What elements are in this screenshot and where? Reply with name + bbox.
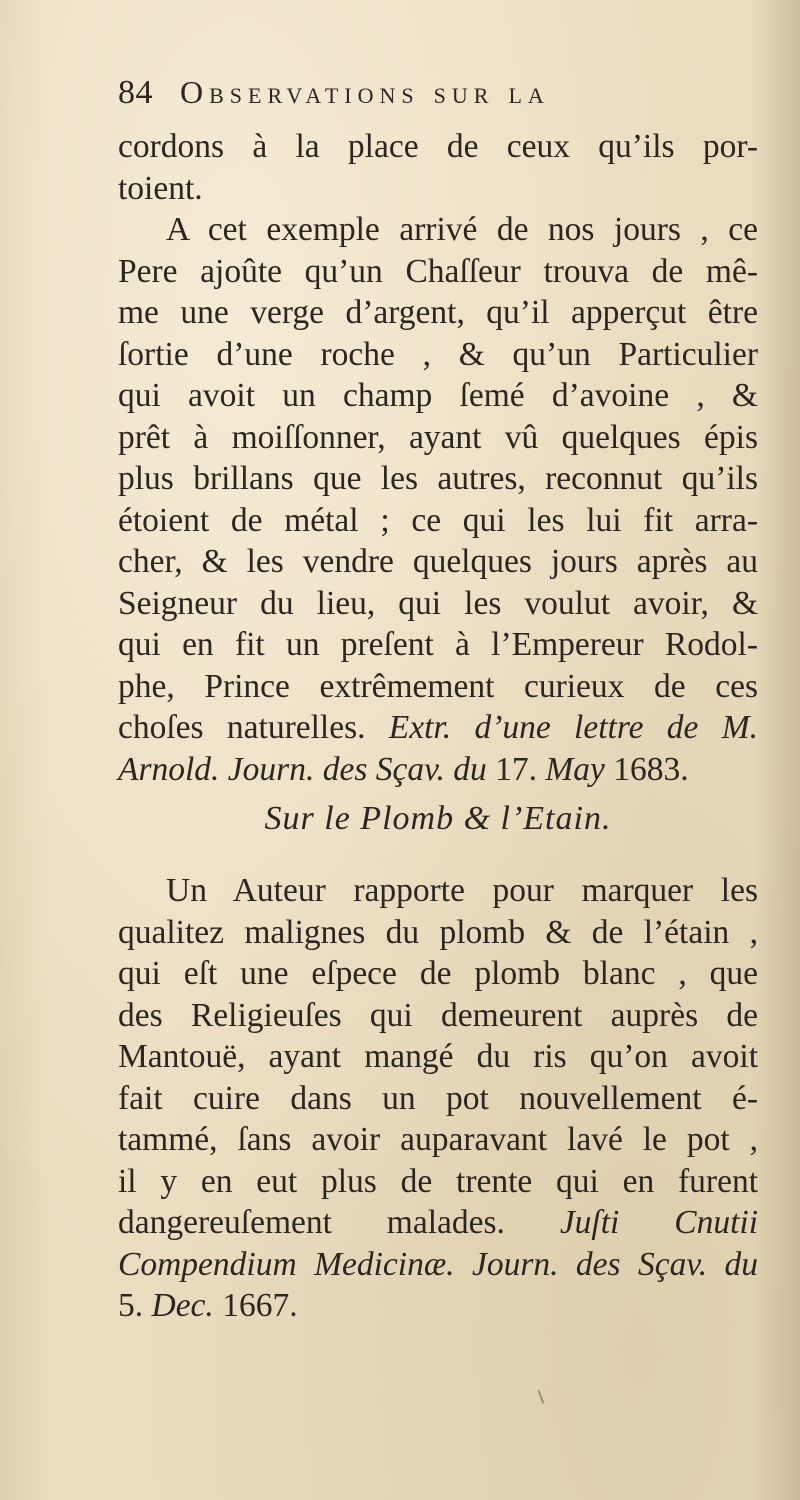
text-line: fait cuire dans un pot nouvellement é- bbox=[118, 1079, 758, 1117]
citation-year: 1683. bbox=[604, 750, 689, 788]
citation-day: 17. bbox=[486, 750, 546, 788]
running-head bbox=[118, 74, 718, 124]
text-line: Pere ajoûte qu’un Chaſſeur trouva de mê- bbox=[118, 252, 758, 290]
text-line: plus brillans que les autres, reconnut qu’ils bbox=[118, 460, 758, 497]
text-line: Mantouë, ayant mangé du ris qu’on avoit bbox=[118, 1038, 758, 1075]
text-line: il y en eut plus de trente qui en furent bbox=[118, 1162, 758, 1200]
text-line: qui en fit un preſent à l’Empereur Rodol- bbox=[118, 626, 758, 663]
text-line: des Religieuſes qui demeurent auprès de bbox=[118, 996, 758, 1034]
text-block-bottom bbox=[118, 870, 758, 1327]
text-line: cher, & les vendre quelques jours après au bbox=[118, 543, 758, 580]
text-line: tammé, ſans avoir auparavant lavé le pot , bbox=[118, 1121, 758, 1158]
citation-line bbox=[118, 1285, 758, 1327]
text-line bbox=[118, 1202, 758, 1244]
citation-line bbox=[118, 749, 758, 791]
text-line: qui avoit un champ ſemé d’avoine , & bbox=[118, 377, 758, 414]
text-block-top bbox=[118, 126, 758, 790]
citation-italic: Extr. d’une lettre de M. bbox=[388, 709, 758, 746]
text-line: étoient de métal ; ce qui les lui fit arra- bbox=[118, 501, 758, 539]
citation-italic: Juſti Cnutii bbox=[559, 1204, 758, 1241]
text-line bbox=[118, 707, 758, 749]
text-line: prêt à moiſſonner, ayant vû quelques épis bbox=[118, 418, 758, 456]
citation-line bbox=[118, 1244, 758, 1286]
section-heading: Sur le Plomb & l’Etain. bbox=[264, 800, 612, 837]
text-line: cordons à la place de ceux qu’ils por- bbox=[118, 128, 758, 165]
citation-year: 1667. bbox=[213, 1287, 298, 1324]
page-number: 84 bbox=[118, 74, 153, 111]
ink-mark bbox=[538, 1390, 545, 1404]
running-head-title: Observations sur la bbox=[180, 74, 550, 110]
text-roman: choſes naturelles. bbox=[118, 709, 389, 746]
text-roman: dangereuſement malades. bbox=[118, 1204, 560, 1241]
citation-italic: Compendium Medicinæ. Journ. des Sçav. du bbox=[118, 1245, 758, 1283]
text-line: A cet exemple arrivé de nos jours , ce bbox=[166, 211, 758, 248]
text-line: ſortie d’une roche , & qu’un Particulier bbox=[118, 335, 758, 373]
text-line: phe, Prince extrêmement curieux de ces bbox=[118, 667, 758, 705]
text-line: Un Auteur rapporte pour marquer les bbox=[166, 872, 758, 909]
text-line: me une verge d’argent, qu’il apperçut être bbox=[118, 294, 758, 331]
text-line: toient. bbox=[118, 169, 203, 207]
text-line: Seigneur du lieu, qui les voulut avoir, & bbox=[118, 584, 758, 622]
citation-month: Dec. bbox=[151, 1287, 214, 1324]
citation-day: 5. bbox=[118, 1287, 152, 1324]
citation-month: May bbox=[545, 750, 605, 788]
text-line: qualitez malignes du plomb & de l’étain , bbox=[118, 913, 758, 951]
citation-italic: Arnold. Journ. des Sçav. du bbox=[118, 750, 487, 788]
text-line: qui eſt une eſpece de plomb blanc , que bbox=[118, 955, 758, 992]
